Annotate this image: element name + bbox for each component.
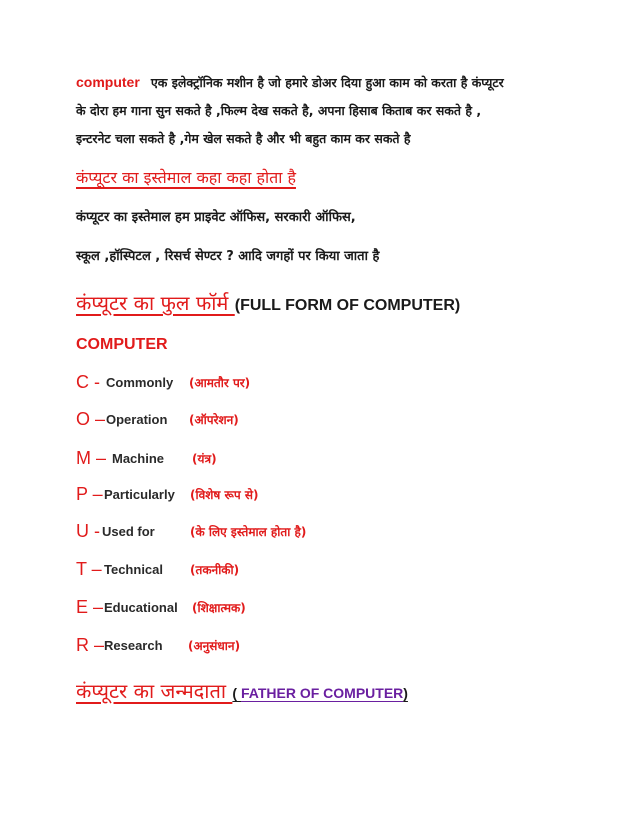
- father-heading-en: FATHER OF COMPUTER: [240, 685, 404, 701]
- acronym-hindi: (विशेष रूप से): [190, 488, 259, 502]
- usage-heading: कंप्यूटर का इस्तेमाल कहा कहा होता है: [76, 168, 296, 187]
- acronym-word: Machine: [112, 451, 165, 466]
- usage-line-1: कंप्यूटर का इस्तेमाल हम प्राइवेट ऑफिस, सरकारी ऑफिस,: [76, 210, 356, 225]
- intro-line-1: [76, 72, 504, 91]
- full-form-heading-en: (FULL FORM OF COMPUTER): [234, 297, 461, 314]
- intro-line-2: के दोरा हम गाना सुन सकते है ,फिल्म देख सकते है, अपना हिसाब किताब कर सकते है ,: [76, 103, 482, 118]
- acronym-letter: P –: [76, 484, 103, 504]
- father-heading-hindi: कंप्यूटर का जन्मदाता: [76, 679, 233, 703]
- intro-text-1: एक इलेक्ट्रॉनिक मशीन है जो हमारे डोअर दिया हुआ काम को करता है कंप्यूटर: [150, 75, 504, 90]
- acronym-word: Used for: [102, 524, 155, 539]
- father-paren-open: (: [232, 685, 241, 701]
- acronym-word: Operation: [106, 412, 168, 427]
- acronym-letter: O –: [76, 409, 106, 429]
- acronym-word: Commonly: [106, 375, 174, 390]
- full-form-heading-hindi: कंप्यूटर का फुल फॉर्म: [76, 291, 235, 315]
- acronym-word: Educational: [104, 600, 178, 615]
- acronym-letter: C -: [76, 372, 100, 392]
- father-heading: [76, 677, 408, 704]
- acronym-word: Research: [104, 638, 163, 653]
- intro-keyword: computer: [76, 74, 140, 90]
- acronym-word: Particularly: [104, 487, 175, 502]
- father-paren-close: ): [403, 685, 408, 701]
- computer-word: COMPUTER: [76, 336, 168, 353]
- acronym-word: Technical: [104, 562, 164, 577]
- acronym-letter: R –: [76, 635, 105, 655]
- intro-line-3: इन्टरनेट चला सकते है ,गेम खेल सकते है और भी बहुत काम कर सकते है: [76, 131, 411, 146]
- usage-line-2: स्कूल ,हॉस्पिटल , रिसर्च सेण्टर ? आदि जगहों पर किया जाता है: [76, 249, 380, 264]
- acronym-hindi: (आमतौर पर): [189, 376, 251, 390]
- acronym-hindi: (के लिए इस्तेमाल होता है): [190, 525, 307, 539]
- acronym-letter: E –: [76, 597, 104, 617]
- acronym-hindi: (शिक्षात्मक): [192, 601, 246, 615]
- acronym-letter: U -: [76, 521, 100, 541]
- acronym-hindi: (ऑपरेशन): [189, 413, 239, 427]
- acronym-hindi: (यंत्र): [192, 452, 217, 466]
- acronym-letter: T –: [76, 559, 102, 579]
- full-form-heading: [76, 289, 460, 316]
- acronym-hindi: (तकनीकी): [190, 563, 240, 577]
- acronym-hindi: (अनुसंधान): [188, 639, 241, 653]
- acronym-letter: M –: [76, 448, 107, 468]
